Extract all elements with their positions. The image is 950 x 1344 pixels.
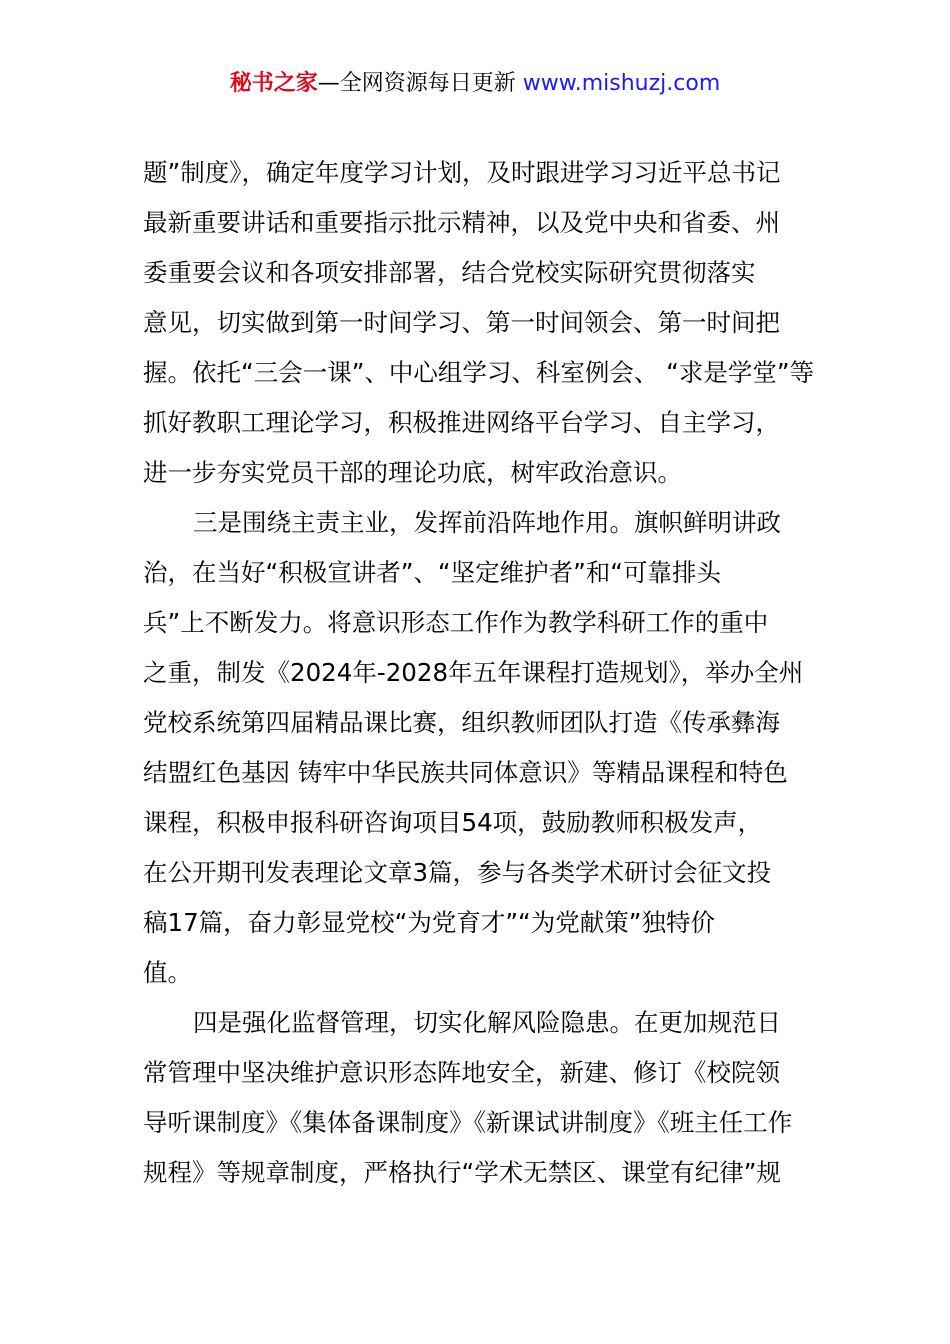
text-line: 题”制度》，确定年度学习计划，及时跟进学习习近平总书记 — [143, 158, 781, 187]
text-line: 规程》等规章制度，严格执行“学术无禁区、课堂有纪律”规 — [143, 1158, 781, 1187]
paragraph-point-four — [143, 998, 808, 1198]
text-line: 在公开期刊发表理论文章3篇，参与各类学术研讨会征文投 — [143, 858, 772, 887]
site-brand: 秘书之家 — [229, 71, 318, 96]
site-url-link[interactable]: www.mishuzj.com — [522, 71, 721, 96]
text-line: 常管理中坚决维护意识形态阵地安全，新建、修订《校院领 — [143, 1058, 780, 1087]
text-line: 稿17篇，奋力彰显党校“为党育才”“为党献策”独特价 — [143, 908, 715, 937]
text-line: 意见，切实做到第一时间学习、第一时间领会、第一时间把 — [143, 308, 780, 337]
text-line: 治，在当好“积极宣讲者”、“坚定维护者”和“可靠排头 — [143, 558, 721, 587]
site-header — [0, 66, 950, 102]
paragraph-point-three — [143, 498, 808, 998]
text-line: 抓好教职工理论学习，积极推进网络平台学习、自主学习， — [143, 408, 780, 437]
text-line: 三是围绕主责主业，发挥前沿阵地作用。旗帜鲜明讲政 — [193, 508, 781, 537]
paragraph-continuation — [143, 148, 815, 498]
text-line: 四是强化监督管理，切实化解风险隐患。在更加规范日 — [193, 1008, 781, 1037]
text-line: 党校系统第四届精品课比赛，组织教师团队打造《传承彝海 — [143, 708, 780, 737]
text-line: 值。 — [143, 958, 192, 987]
text-line: 最新重要讲话和重要指示批示精神，以及党中央和省委、州 — [143, 208, 780, 237]
site-tagline: —全网资源每日更新 — [317, 71, 523, 96]
text-line: 课程，积极申报科研咨询项目54项，鼓励教师积极发声， — [143, 808, 763, 837]
document-body — [143, 148, 815, 1198]
text-line: 导听课制度》《集体备课制度》《新课试讲制度》《班主任工作 — [143, 1108, 793, 1137]
text-line: 进一步夯实党员干部的理论功底，树牢政治意识。 — [143, 458, 682, 487]
text-line: 兵”上不断发力。将意识形态工作作为教学科研工作的重中 — [143, 608, 769, 637]
text-line: 委重要会议和各项安排部署，结合党校实际研究贯彻落实 — [143, 258, 756, 287]
text-line: 握。依托“三会一课”、中心组学习、科室例会、 “求是学堂”等 — [143, 358, 815, 387]
text-line: 之重，制发《2024年-2028年五年课程打造规划》，举办全州 — [143, 658, 804, 687]
text-line: 结盟红色基因 铸牢中华民族共同体意识》等精品课程和特色 — [143, 758, 788, 787]
